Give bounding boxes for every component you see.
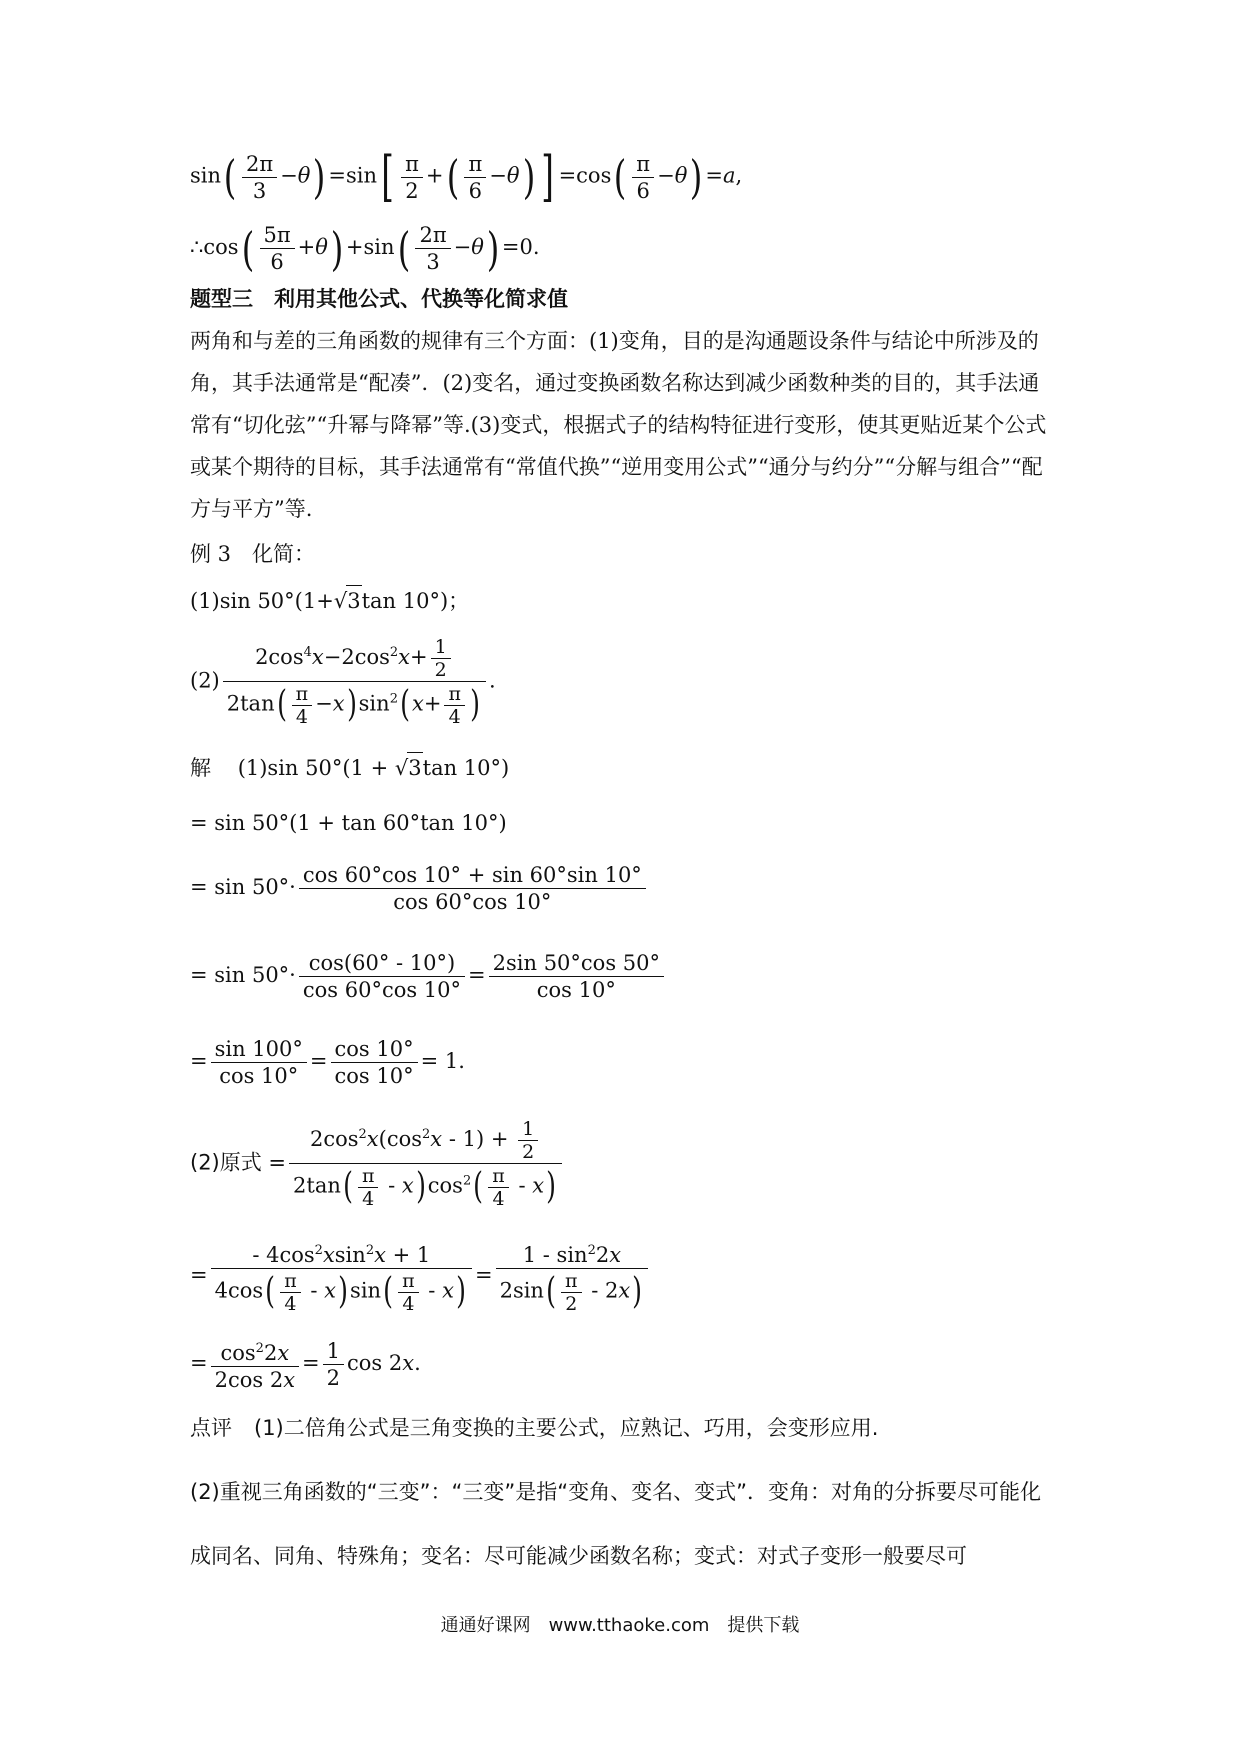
solution-line-6: (2)原式 = $2\cos^2x(\cos^2x - 1)$ + $\frac{1}{2}$ 2tan( $\frac{\pi}{4}$ - x) $\cos^2$( $\frac{\pi}{4}$ - x) (190, 1118, 565, 1210)
comment-text-1: (1)二倍角公式是三角变换的主要公式，应熟记、巧用，会变形应用. (254, 1416, 879, 1440)
section-paragraph: 两角和与差的三角函数的规律有三个方面：(1)变角，目的是沟通题设条件与结论中所涉及的角，其手法通常是“配凑”．(2)变名，通过变换函数名称达到减少函数种类的目的，其手法通常有“切化弦”“升幂与降幂”等.(3)变式，根据式子的结构特征进行变形，使其更贴近某个公式或某个期待的目标，其手法通常有“常值代换”“逆用变用公式”“通分与约分”“分解与组合”“配方与平方”等. (190, 329, 1047, 521)
fraction-numerator: sin 100° (211, 1036, 307, 1063)
solution-line-4: = sin 50°· $\frac{\cos(60^\circ - 10^\circ)}{\cos 60^\circ\cos 10^\circ}$ = $\frac{2\sin 50^\circ\cos 50^\circ}{\cos 10^\circ}$ (190, 950, 667, 1003)
solution-line-4-prefix: = sin 50°· (190, 963, 296, 987)
fraction-numerator: 1 (323, 1338, 344, 1365)
fraction-numerator: cos(60° - 10°) (299, 950, 465, 977)
solution-line-5-end: = 1. (420, 1049, 465, 1073)
fraction-numerator: cos 60°cos 10° + sin 60°sin 10° (299, 862, 646, 889)
fraction-denominator: cos 60°cos 10° (393, 890, 552, 914)
solution-line-3 (190, 862, 649, 915)
solution-label: 解 (190, 756, 211, 780)
fraction-denominator: cos 10° (536, 978, 616, 1002)
solution-line-5: = $\frac{\sin 100^\circ}{\cos 10^\circ}$ = $\frac{\cos 10^\circ}{\cos 10^\circ}$ = 1. (190, 1037, 465, 1088)
page-footer: 通通好课网 www.tthaoke.com 提供下载 (440, 1615, 800, 1636)
comment-label: 点评 (190, 1416, 232, 1440)
fraction-denominator: cos 10° (334, 1064, 414, 1088)
fraction-denominator: cos 10° (219, 1064, 299, 1088)
fraction-numerator: 2sin 50°cos 50° (489, 950, 664, 977)
equation-line-2: ∴cos( $\frac{5\pi}{6}$ +θ) +sin( $\frac{2\pi}{3}$ −θ) =0. (190, 221, 540, 276)
solution-line-8: = $\frac{\cos^22x}{2\cos 2x}$ = $\frac{1}{2}$ cos 2x. (190, 1336, 421, 1393)
comment-line-2: (2)重视三角函数的“三变”：“三变”是指“变角、变名、变式”．变角：对角的分拆要尽可能化成同名、同角、特殊角；变名：尽可能减少函数名称；变式：对式子变形一般要尽可 (190, 1480, 1042, 1568)
example-label: 例 3 化简： (190, 542, 316, 566)
solution-line-7: = - $4\cos^2xsin^2x + 1$ 4cos( $\frac{\pi}{4}$ - x) sin( $\frac{\pi}{4}$ - x) = $1 - \sin^22x$ 2sin( $\frac{\pi}{2}$ - 2x) (190, 1238, 651, 1315)
fraction-numerator: cos 10° (331, 1036, 418, 1063)
comment-line-1 (190, 1413, 878, 1443)
equation-line-1: sin( $\frac{2\pi}{3}$ −θ) =sin[ $\frac{\pi}{2}$ +( $\frac{\pi}{6}$ −θ) ] =cos( $\frac{\pi}{6}$ −θ) =a, (190, 145, 743, 208)
fraction-denominator: cos 60°cos 10° (302, 978, 462, 1002)
solution-line-3-prefix: = sin 50°· (190, 875, 296, 899)
solution-line-2: = sin 50°(1 + tan 60°tan 10°) (190, 811, 507, 835)
section-heading: 题型三 利用其他公式、代换等化简求值 (190, 287, 568, 311)
solution-line-1: 解 (1)sin 50°(1 + √3tan 10°) (190, 752, 509, 783)
example-part-2: (2) $2\cos^4x-2\cos^2x+$ $\frac{1}{2}$ 2tan( $\frac{\pi}{4}$ −x) $\sin^2$( x+ $\frac{\pi}{4}$ ) . (190, 636, 496, 728)
example-part-1: (1)sin 50°(1+√3tan 10°)； (190, 585, 469, 616)
fraction-denominator: 2 (326, 1366, 341, 1390)
